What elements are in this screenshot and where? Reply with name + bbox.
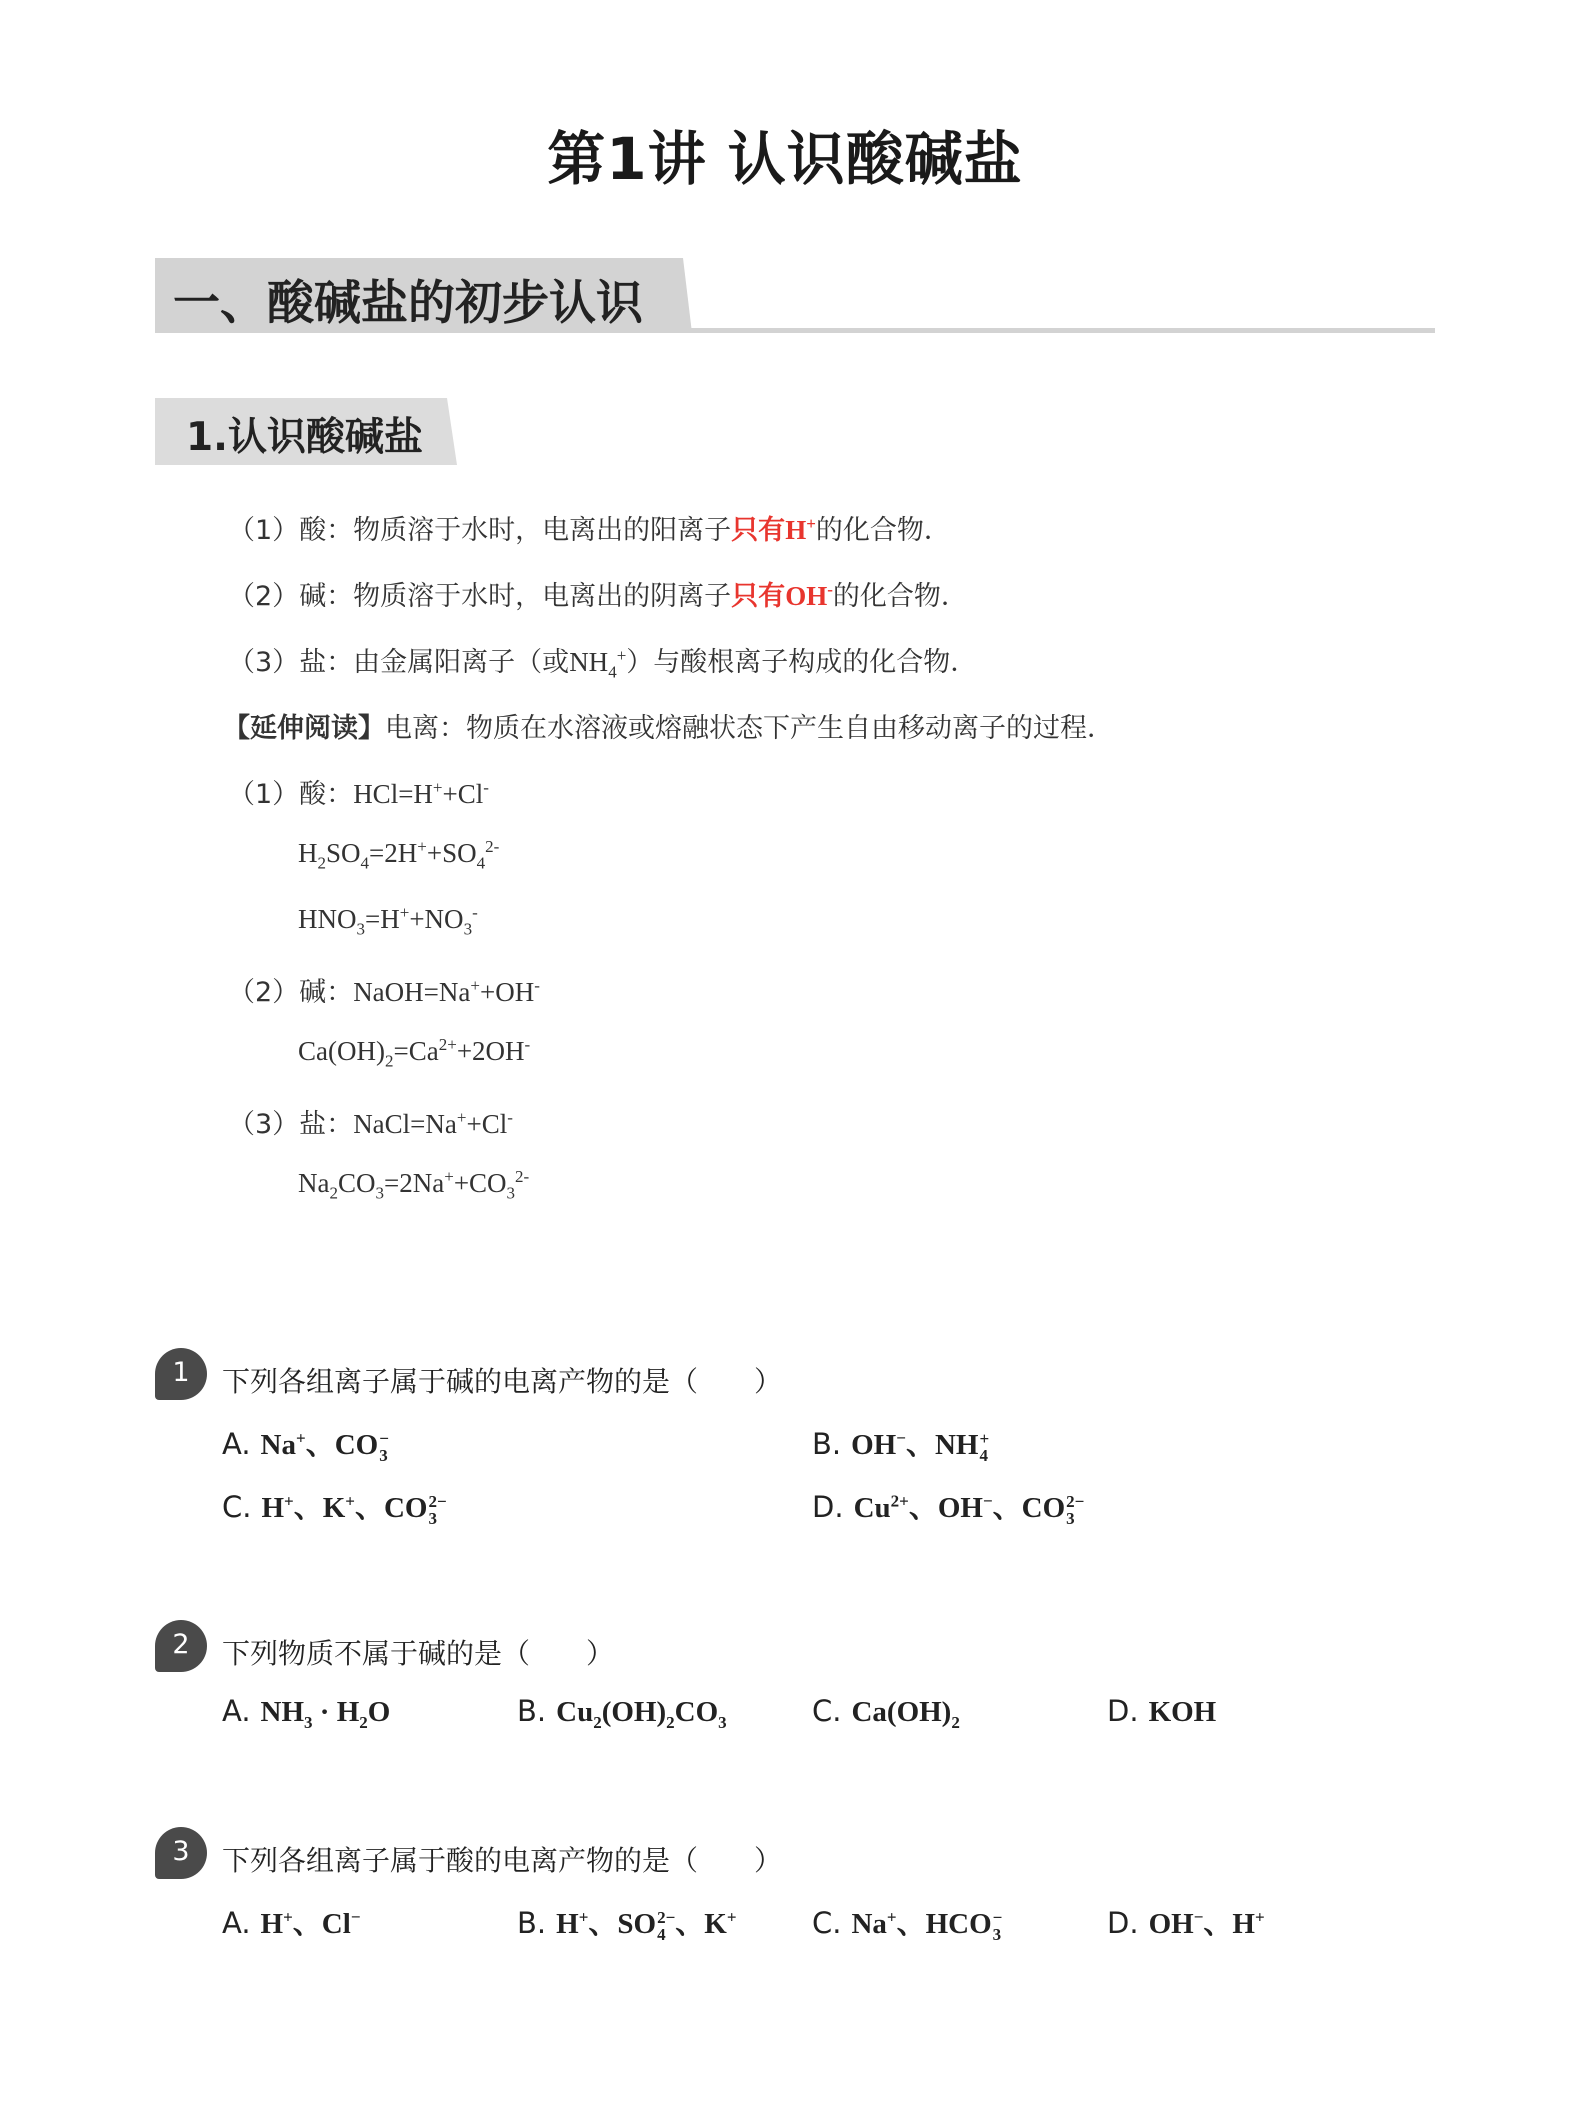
extended-reading-text: 电离：物质在水溶液或熔融状态下产生自由移动离子的过程． [385,713,1114,744]
equation: $H_2SO_4=2H^++SO_4^{2-}$ [298,837,500,873]
definition-text: 碱：物质溶于水时，电离出的阴离子 [299,581,732,612]
option-d[interactable]: D. KOH [1107,1694,1217,1728]
extended-reading [223,706,1114,745]
ion-formula: $NH_4^+$ [569,646,627,682]
option-a[interactable]: A. H+、Cl− [222,1906,361,1940]
subsection-heading: 1.认识酸碱盐 [186,415,423,460]
equation-label: （3）盐： [228,1109,354,1140]
question-number-badge: 1 [155,1348,207,1400]
equation-row [228,1102,513,1141]
equation: $Na_2CO_3=2Na^++CO_3^{2-}$ [298,1167,530,1203]
item-number: （2） [228,581,300,612]
page-title: 第1讲 认识酸碱盐 [547,125,1023,193]
option-b[interactable]: B. H+、SO 2− 4 、K+ [517,1906,737,1945]
option-c[interactable]: C. Na+、HCO − 3 [812,1906,1003,1945]
definition-acid [228,508,951,547]
question-text: 下列物质不属于碱的是（ ） [222,1637,615,1670]
equation-label: （1）酸： [228,779,354,810]
ion-formula: H+ [785,514,816,545]
equation-row [228,772,489,811]
equation: NaCl=Na++Cl- [353,1108,513,1139]
item-number: （1） [228,515,300,546]
equation-row [228,970,540,1009]
option-b[interactable]: B. $Cu_2(OH)_2CO_3$ [517,1694,727,1732]
question-number-badge: 2 [155,1620,207,1672]
item-number: （3） [228,647,300,678]
question-text: 下列各组离子属于碱的电离产物的是（ ） [222,1365,783,1398]
definition-salt [228,640,978,682]
question-text: 下列各组离子属于酸的电离产物的是（ ） [222,1844,783,1877]
emphasis-text: 只有 [731,581,786,612]
option-d[interactable]: D. OH−、H+ [1107,1906,1265,1940]
definition-text: ）与酸根离子构成的化合物． [626,647,978,678]
option-a[interactable]: A. Na+、CO − 3 [222,1427,389,1466]
definition-text: 的化合物． [815,515,951,546]
option-c[interactable]: C. $Ca(OH)_2$ [812,1694,960,1732]
option-b[interactable]: B. OH−、NH + 4 [812,1427,990,1466]
ion-formula: OH- [785,580,833,611]
equation: HCl=H++Cl- [353,778,489,809]
extended-reading-tag: 【延伸阅读】 [223,713,385,744]
equation-label: （2）碱： [228,977,354,1008]
option-c[interactable]: C. H+、K+、CO 2− 3 [222,1490,447,1529]
option-d[interactable]: D. $Cu^{2+}$、OH−、CO 2− 3 [812,1490,1085,1529]
definition-text: 酸：物质溶于水时，电离出的阳离子 [299,515,732,546]
equation: $Ca(OH)_2=Ca^{2+}+2OH^-$ [298,1035,531,1071]
equation: NaOH=Na++OH- [353,976,540,1007]
definition-text: 盐：由金属阳离子（或 [299,647,570,678]
question-number-badge: 3 [155,1827,207,1879]
section-heading: 一、酸碱盐的初步认识 [173,276,643,331]
definition-text: 的化合物． [832,581,968,612]
emphasis-text: 只有 [731,515,786,546]
option-a[interactable]: A. $NH_3 \cdot H_2O$ [222,1694,391,1732]
definition-base [228,574,968,613]
equation: $HNO_3=H^++NO_3^-$ [298,903,478,939]
